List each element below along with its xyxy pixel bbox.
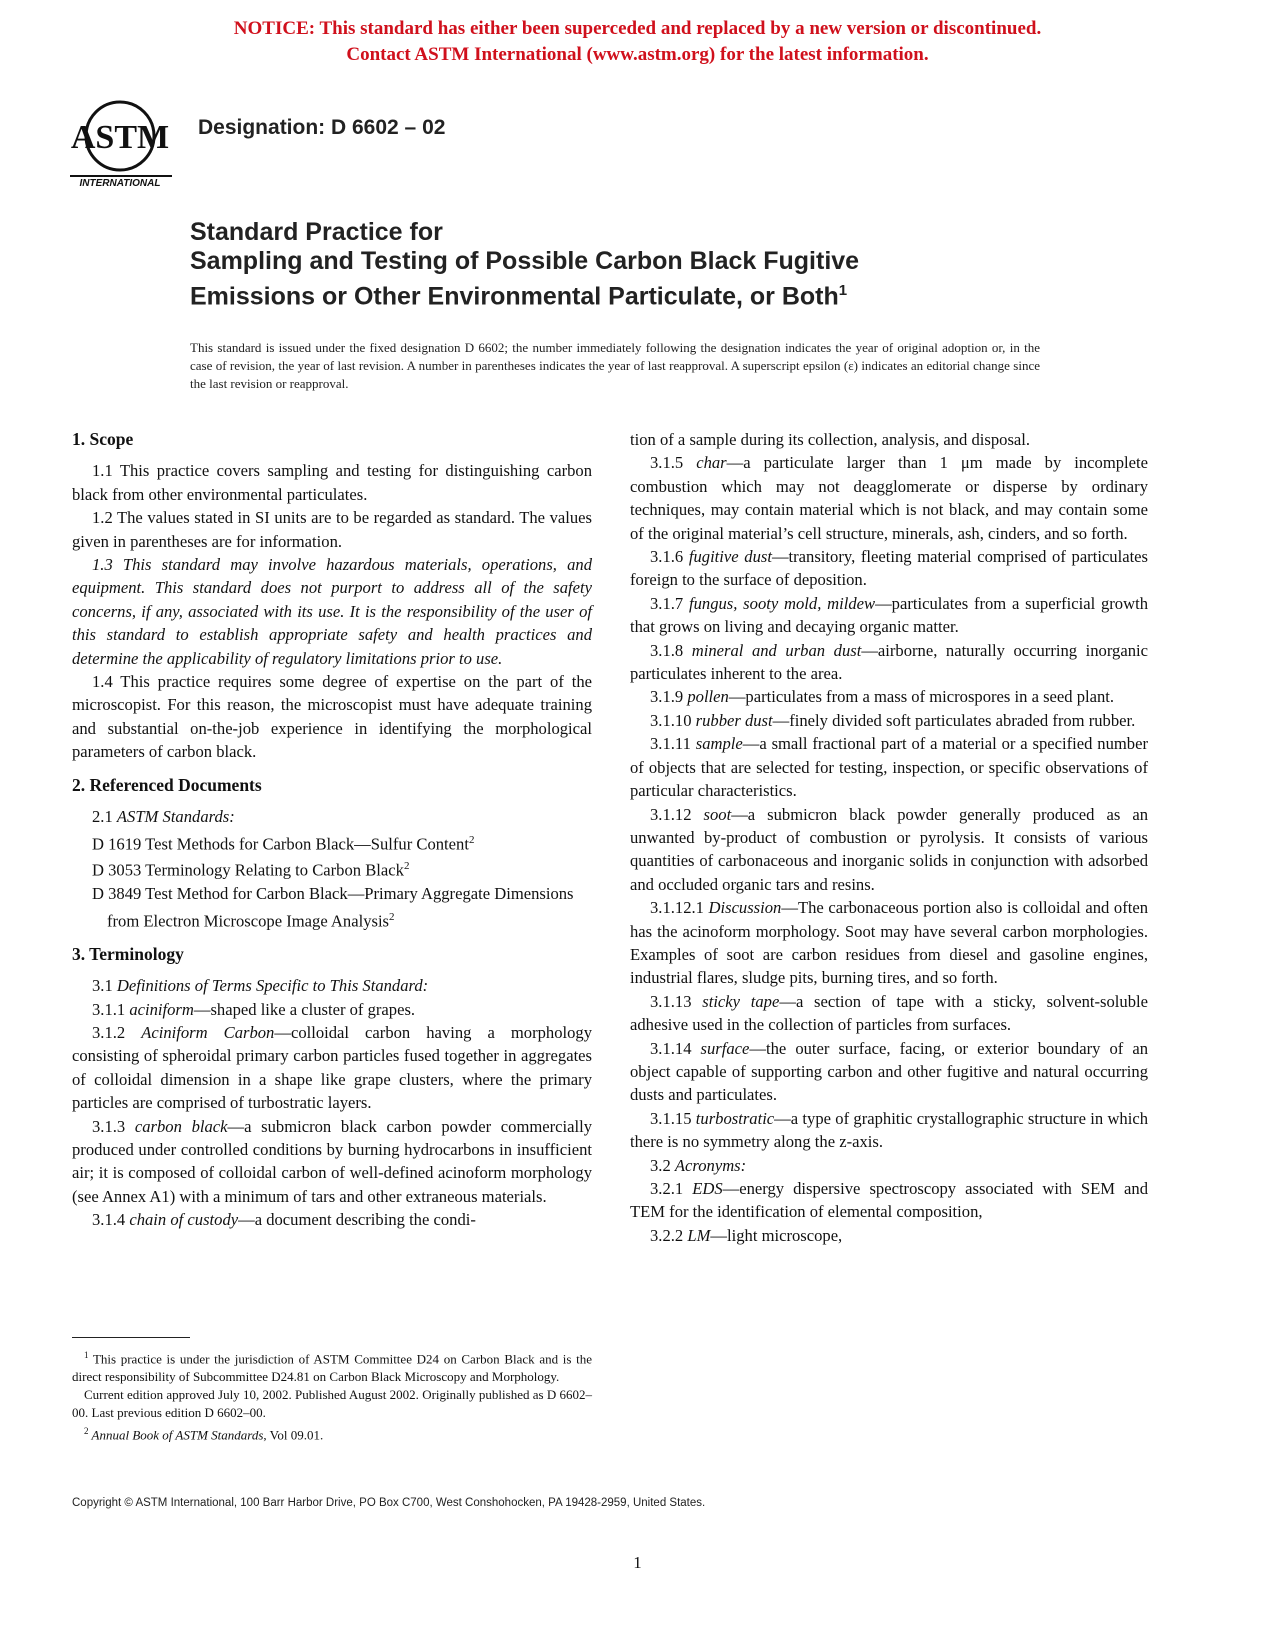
ref-d3053: D 3053 Terminology Relating to Carbon Black$^2$ xyxy=(92,860,410,880)
para-1-1: 1.1 This practice covers sampling and testing for distinguishing carbon black from other environmental particulates. xyxy=(72,461,592,504)
term-3-1-4: 3.1.4 chain of custody—a document describing the condi- xyxy=(92,1210,476,1230)
term-3-1-7: 3.1.7 fungus, sooty mold, mildew—particulates from a superficial growth that grows on living and decaying organic matter. xyxy=(630,593,1148,637)
footnote-1: $^1$ This practice is under the jurisdiction of ASTM Committee D24 on Carbon Black and is the direct responsibility of Subcommittee D24.81 on Carbon Black Microscopy and Morphology. xyxy=(72,1350,592,1385)
term-3-1-2: 3.1.2 Aciniform Carbon—colloidal carbon having a morphology consisting of spheroidal primary carbon particles fused together in aggregates of colloidal dimension in a shape like grape clusters, where the primary particles are comprised of turbostratic layers. xyxy=(72,1022,592,1113)
heading-terminology: 3. Terminology xyxy=(72,943,184,964)
heading-referenced-documents: 2. Referenced Documents xyxy=(72,774,262,795)
logo-letters: ASTM xyxy=(70,119,170,156)
footnote-divider xyxy=(72,1337,190,1338)
footnote-1-edition: Current edition approved July 10, 2002. Published August 2002. Originally published as D 6602–00. Last previous edition D 6602–00. xyxy=(72,1387,592,1421)
term-3-1-14: 3.1.14 surface—the outer surface, facing, or exterior boundary of an object capable of supporting carbon and other fugitive and natural occurring dusts and particulates. xyxy=(630,1038,1148,1105)
notice-banner xyxy=(0,16,1275,68)
title-line-3: Emissions or Other Environmental Particulate, or Both$^1$ xyxy=(190,282,848,311)
para-2-1: 2.1 ASTM Standards: xyxy=(92,807,235,827)
right-column xyxy=(630,428,1148,1247)
para-1-3: 1.3 This standard may involve hazardous materials, operations, and equipment. This standard does not purport to address all of the safety concerns, if any, associated with its use. It is the responsibility of the user of this standard to establish appropriate safety and health practices and determine the applicability of regulatory limitations prior to use. xyxy=(72,555,592,668)
footnote-2: $^2$ Annual Book of ASTM Standards, Vol 09.01. xyxy=(84,1426,324,1443)
term-3-1-12: 3.1.12 soot—a submicron black powder generally produced as an unwanted by-product of combustion or pyrolysis. It consists of various quantities of carbonaceous and inorganic solids in conjunction with adsorbed and occluded organic tars and resins. xyxy=(630,804,1148,894)
term-3-1-9: 3.1.9 pollen—particulates from a mass of microspores in a seed plant. xyxy=(650,687,1115,707)
term-3-2-2: 3.2.2 LM—light microscope, xyxy=(650,1225,843,1245)
document-title xyxy=(190,218,1090,311)
title-footnote-mark: 1 xyxy=(838,282,848,299)
heading-scope: 1. Scope xyxy=(72,429,134,449)
ref-d3849: D 3849 Test Method for Carbon Black—Primary Aggregate Dimensions from Electron Microscope Image Analysis$^2$ xyxy=(92,884,574,931)
footnotes xyxy=(72,1346,592,1445)
copyright-line: Copyright © ASTM International, 100 Barr Harbor Drive, PO Box C700, West Conshohocken, PA 19428-2959, United States. xyxy=(72,1497,706,1509)
issuance-note: This standard is issued under the fixed designation D 6602; the number immediately following the designation indicates the year of original adoption or, in the case of revision, the year of last revision. A number in parentheses indicates the year of last reapproval. A superscript epsilon (ε) indicates an editorial change since the last revision or reapproval. xyxy=(190,340,1040,391)
term-3-1-6: 3.1.6 fugitive dust—transitory, fleeting material comprised of particulates foreign to the surface of deposition. xyxy=(630,547,1148,590)
designation: Designation: D 6602 – 02 xyxy=(198,116,446,139)
notice-line-2: Contact ASTM International (www.astm.org) for the latest information. xyxy=(346,44,929,65)
term-3-2-1: 3.2.1 EDS—energy dispersive spectroscopy associated with SEM and TEM for the identification of elemental composition, xyxy=(630,1179,1149,1222)
para-3-2: 3.2 Acronyms: xyxy=(650,1155,747,1175)
para-1-2: 1.2 The values stated in SI units are to be regarded as standard. The values given in parentheses are for information. xyxy=(72,508,592,551)
left-column xyxy=(72,428,592,1232)
title-line-1: Standard Practice for xyxy=(190,218,443,246)
page-number: 1 xyxy=(633,1553,642,1572)
term-3-1-10: 3.1.10 rubber dust—finely divided soft particulates abraded from rubber. xyxy=(650,710,1136,730)
para-3-1: 3.1 Definitions of Terms Specific to This Standard: xyxy=(92,976,429,996)
term-3-1-15: 3.1.15 turbostratic—a type of graphitic crystallographic structure in which there is no symmetry along the z-axis. xyxy=(630,1108,1149,1152)
para-1-4: 1.4 This practice requires some degree of expertise on the part of the microscopist. For this reason, the microscopist must have adequate training and substantial on-the-job experience in identifying the morphological parameters of carbon black. xyxy=(72,672,592,762)
ref-d1619: D 1619 Test Methods for Carbon Black—Sulfur Content$^2$ xyxy=(92,833,475,854)
term-3-1-4-continued: tion of a sample during its collection, analysis, and disposal. xyxy=(630,430,1031,449)
term-3-1-8: 3.1.8 mineral and urban dust—airborne, naturally occurring inorganic particulates inherent to the area. xyxy=(630,640,1148,684)
term-3-1-1: 3.1.1 aciniform—shaped like a cluster of grapes. xyxy=(92,999,416,1019)
term-3-1-13: 3.1.13 sticky tape—a section of tape with a sticky, solvent-soluble adhesive used in the collection of particles from surfaces. xyxy=(630,991,1148,1035)
notice-line-1: NOTICE: This standard has either been superceded and replaced by a new version or discontinued. xyxy=(233,18,1042,39)
title-line-2: Sampling and Testing of Possible Carbon Black Fugitive xyxy=(190,247,860,275)
logo-subtext: INTERNATIONAL xyxy=(79,178,161,188)
term-3-1-11: 3.1.11 sample—a small fractional part of a material or a specified number of objects that are selected for testing, inspection, or specific observations of particular characteristics. xyxy=(630,734,1148,801)
term-3-1-12-1: 3.1.12.1 Discussion—The carbonaceous portion also is colloidal and often has the acinoform morphology. Soot may have several carbon morphologies. Examples of soot are carbon residues from diesel and gasoline engines, industrial flares, sludge pits, burning tires, and so forth. xyxy=(630,898,1148,988)
astm-logo xyxy=(70,96,178,188)
term-3-1-3: 3.1.3 carbon black—a submicron black carbon powder commercially produced under controlled conditions by burning hydrocarbons in insufficient air; it is composed of colloidal carbon of well-defined acinoform morphology (see Annex A1) with a minimum of tars and other extraneous materials. xyxy=(72,1116,593,1206)
term-3-1-5: 3.1.5 char—a particulate larger than 1 μm made by incomplete combustion which may not deagglomerate or disperse by ordinary techniques, may contain material which is not black, and may contain some of the original material’s cell structure, minerals, ash, cinders, and so forth. xyxy=(630,453,1148,543)
